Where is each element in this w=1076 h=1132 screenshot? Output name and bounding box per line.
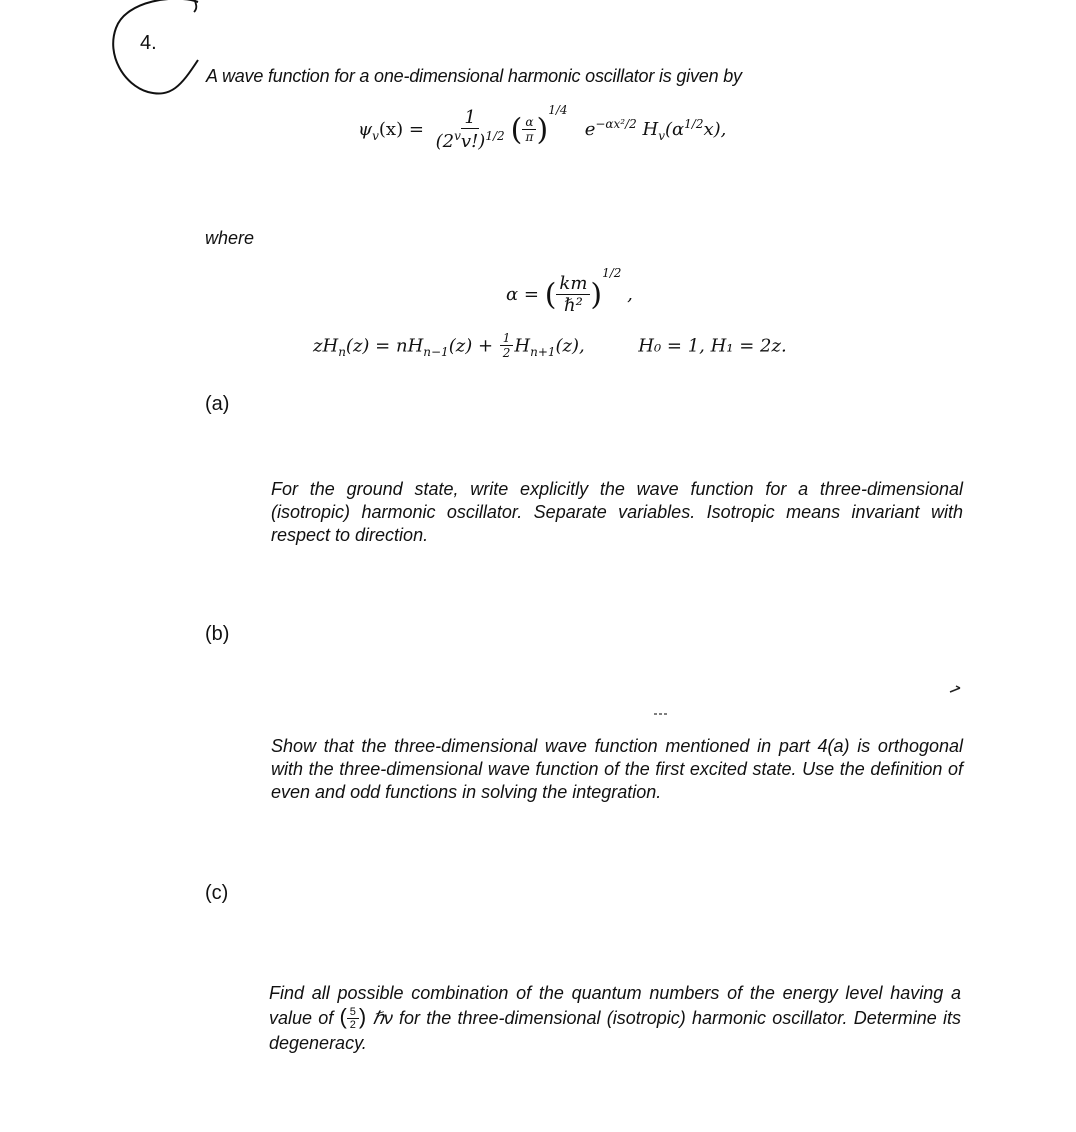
stray-mark — [948, 682, 968, 696]
where-label: where — [205, 228, 255, 248]
part-a-label: (a) — [205, 393, 230, 415]
question-number: 4. — [140, 32, 157, 54]
intro-text: A wave function for a one-dimensional harmonic oscillator is given by — [206, 66, 742, 86]
part-c-text: Find all possible combination of the quantum numbers of the energy level having a value of ( $\frac{5}{2}$ ) ℏν for the three-dimensional (isotropic) harmonic oscillator. Determine its degeneracy. — [269, 983, 961, 1054]
part-b-text: Show that the three-dimensional wave function mentioned in part 4(a) is orthogonal with the three-dimensional wave function of the first excited state. Use the definition of even and odd functions in solving the integration. — [271, 736, 963, 802]
alpha-equation: α = ( $\frac{km}{\text{ℏ²}}$ )$^{1/2}$ , — [506, 266, 633, 316]
hermite-initial-values: H₀ = 1, H₁ = 2z. — [638, 335, 787, 357]
km-over-hbar-fraction: $\frac{km}{\text{ℏ²}}$ — [556, 274, 590, 316]
part-a-text: For the ground state, write explicitly the wave function for a three-dimensional (isotropic) harmonic oscillator. Separate variables. Isotropic means invariant with respect to direction. — [271, 479, 963, 545]
alpha-over-pi-fraction: $\frac{\alpha}{\pi}$ — [522, 116, 536, 145]
recursion-equation: $zH_n(z) = nH_{n-1}(z)$ + $\frac{1}{2}$ $H_{n+1}(z)$, H₀ = 1, H₁ = 2z. — [313, 331, 787, 361]
wavefunction-equation: $\psi_v(x)$ = $\frac{1}{(2^vv!)^{1/2}}$ ( $\frac{\alpha}{\pi}$ )$^{1/4}$ $e^{-\alpha x^2/2}$ $H_v(\alpha^{1/2}x)$, — [358, 103, 727, 152]
part-c-label: (c) — [205, 882, 229, 904]
stray-dash — [652, 710, 672, 718]
part-b-label: (b) — [205, 623, 230, 645]
question-number-circle — [96, 0, 206, 112]
half-fraction: $\frac{1}{2}$ — [500, 332, 514, 361]
normalization-fraction: $\frac{1}{(2^vv!)^{1/2}}$ — [435, 107, 505, 152]
five-halves-fraction: $\frac{5}{2}$ — [347, 1006, 359, 1032]
